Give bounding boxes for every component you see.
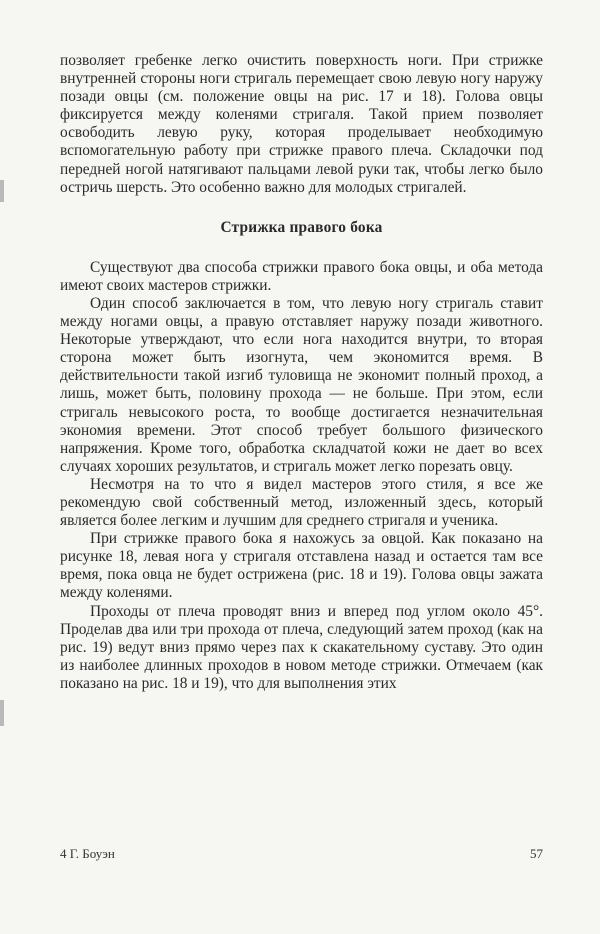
scan-edge-mark bbox=[0, 700, 4, 726]
section-heading: Стрижка правого бока bbox=[220, 218, 383, 236]
paragraph: Один способ заключается в том, что левую ногу стригаль ставит между ногами овцы, а правую отставляет наружу позади животного. Некоторые утверждают, что если нога находится внутри, то вторая сторона может быть изогнута, чем экономится время. В действительности такой изгиб туловища не экономит полный проход, а лишь, может быть, половину прохода — не больше. При этом, если стригаль невысокого роста, то вообще достигается незначительная экономия времени. Этот способ требует большого физического напряжения. Кроме того, обработка складчатой кожи не дает во всех случаях хороших результатов, и стригаль может легко порезать овцу. bbox=[60, 294, 543, 475]
signature-mark: 4 Г. Боуэн bbox=[60, 846, 115, 861]
text-body bbox=[60, 52, 543, 693]
paragraph: При стрижке правого бока я нахожусь за овцой. Как показано на рисунке 18, левая нога у стригаля отставлена назад и остается там все время, пока овца не будет острижена (рис. 18 и 19). Голова овцы зажата между коленями. bbox=[60, 530, 543, 602]
paragraph-continuation: позволяет гребенке легко очистить поверхность ноги. При стрижке внутренней стороны ноги стригаль перемещает свою левую ногу наружу позади овцы (см. положение овцы на рис. 17 и 18). Голова овцы фиксируется между коленями стригаля. Такой прием позволяет освободить левую руку, которая проделывает необходимую вспомогательную работу при стрижке правого плеча. Складочки под передней ногой натягивают пальцами левой руки так, чтобы легко было остричь шерсть. Это особенно важно для молодых стригалей. bbox=[60, 52, 543, 196]
scan-edge-mark bbox=[0, 180, 4, 202]
paragraph: Несмотря на то что я видел мастеров этого стиля, я все же рекомендую свой собственный метод, изложенный здесь, который является более легким и лучшим для среднего стригаля и ученика. bbox=[60, 475, 543, 530]
paragraph: Существуют два способа стрижки правого бока овцы, и оба метода имеют своих мастеров стрижки. bbox=[60, 258, 543, 294]
paragraph: Проходы от плеча проводят вниз и вперед под углом около 45°. Проделав два или три прохода от плеча, следующий затем проход (как на рис. 19) ведут вниз прямо через пах к скакательному суставу. Это один из наиболее длинных проходов в новом методе стрижки. Отмечаем (как показано на рис. 18 и 19), что для выполнения этих bbox=[60, 602, 543, 692]
page-number: 57 bbox=[530, 846, 543, 861]
